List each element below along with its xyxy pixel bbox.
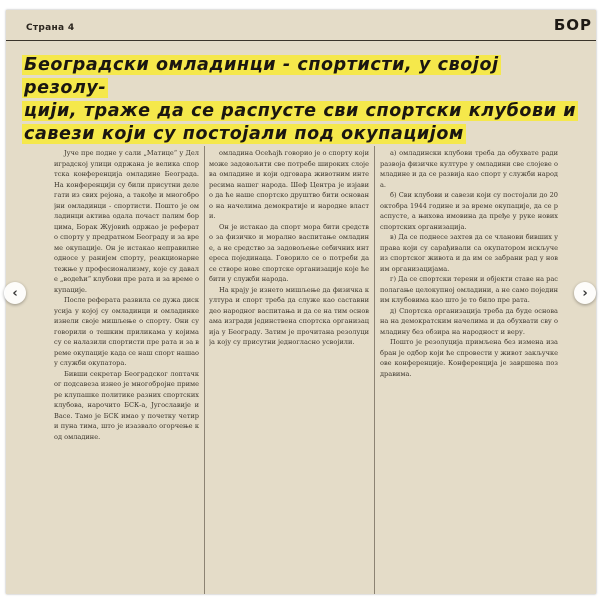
column-3-paragraph: а) омладински клубови треба да обухвате ради развоја физичке културе у омладини све слојеве омладине и да се развија као спорт у служби народа. xyxy=(380,149,558,189)
column-2-paragraph: Он је истакао да спорт мора бити средство за физичко и морално васпитање омладине, а не средство за задовољење себичних интереса појединаца. Говорило се о потреби да се створе нове спортске организације које ће бити у служби народа. xyxy=(209,222,369,283)
column-2-paragraph: омладина Осећајћ говорио је о спорту који може задовољити све потребе широких слојева омладине и који одговара животним интересима нашег народа. Шеф Центра је изјавио да ће наше спортско друштво бити основано на начелима демократије и народне власти. xyxy=(209,149,369,220)
headline-line-1: Београдски омладинци - спортисти, у својој резолу- xyxy=(24,55,499,98)
column-3-paragraph: д) Спортска организација треба да буде основана на демократским начелима и да обухвати сву омладину без обзира на народност и веру. xyxy=(380,306,558,336)
article-column-1 xyxy=(54,148,199,594)
column-1-paragraph: Бивши секретар Београдског лоптачког подсавеза изнео је многобројне примере клупашке политике разних спортских клубова, нарочито БСК-а, Југославије и Васе. Тамо је БСК имао у почетку четири пуна тима, што је изазвало огорчење код омладине. xyxy=(54,369,199,441)
column-3-paragraph: Пошто је резолуција примљена без измена изабран је одбор који ће спровести у живот закључке ове конференције. Конференција је завршена поздравима. xyxy=(380,338,558,378)
article-column-3 xyxy=(380,148,558,594)
column-3-paragraph: б) Сви клубови и савези који су постојали до 20 октобра 1944 године и за време окупације, да се распусте, а њихова имовина да пређе у руке нових спортских организација. xyxy=(380,191,558,231)
newspaper-page xyxy=(6,10,596,594)
page-number: Страна 4 xyxy=(26,23,75,33)
column-2-paragraph: На крају је изнето мишљење да физичка култура и спорт треба да служе као саставни део народног васпитања и да се на тим основама изгради јединствена спортска организација у Београду. Затим је прочитана резолуција коју су присутни једногласно усвојили. xyxy=(209,285,369,346)
next-slide-button[interactable] xyxy=(574,282,596,304)
column-3-paragraph: г) Да се спортски терени и објекти ставе на располагање целокупној омладини, а не само појединим клубовима као што је то било пре рата. xyxy=(380,275,558,304)
headline-line-2: цији, траже да се распусте сви спортски клубови и xyxy=(24,101,577,121)
newspaper-name: БОР xyxy=(553,16,592,34)
previous-slide-button[interactable] xyxy=(4,282,26,304)
column-divider xyxy=(374,146,375,594)
article-column-2 xyxy=(209,148,369,594)
column-3-paragraph: в) Да се поднесе захтев да се чланови бивших управа који су сарађивали са окупатором искључе из спортског живота и да им се забрани рад у новим организацијама. xyxy=(380,233,558,273)
chevron-left-icon: ‹ xyxy=(12,285,18,301)
column-1-paragraph: Јуче пре подне у сали „Матице“ у Делиградској улици одржана је велика спортска конференција омладине Београда. На конференцији су били присутни делегати из свих рејона, а такође и многобројни омладинци - спортисти. Пошто је омладинци актива одала почаст палим борцима, Борак Жујовић одржао је реферат о спорту у предратном Београду и за време окупације. Он је истакао неправилне односе у ранијем спорту, реакционарне тежње у професионализму, које су давале „водећи“ клубови пре рата и за време окупације. xyxy=(54,149,199,294)
column-divider xyxy=(204,146,205,594)
chevron-right-icon: › xyxy=(582,285,588,301)
page-header xyxy=(6,10,596,41)
article-headline xyxy=(22,54,588,146)
column-1-paragraph: После реферата развила се дужа дискусија у којој су омладинци и омладинке изнели своје мишљење о спорту. Они су говорили о тешким приликама у којима су се налазили спортисти пре рата и за време окупације када се наш спорт нашао у служби окупатора. xyxy=(54,296,199,367)
headline-line-3: савези који су постојали под окупацијом xyxy=(24,124,464,144)
